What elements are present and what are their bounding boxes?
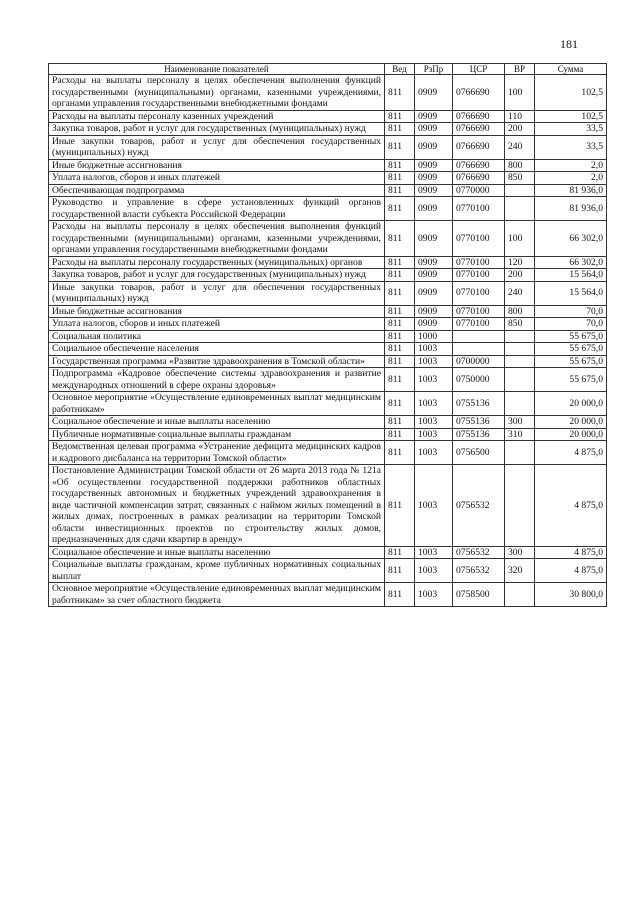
row-csr: 0755136 bbox=[453, 392, 505, 416]
row-rzpr: 1003 bbox=[415, 441, 453, 465]
row-name: Руководство и управление в сфере установленных функций органов государственной власти субъекта Российской Федерации bbox=[49, 197, 385, 221]
table-row bbox=[49, 75, 607, 111]
table-row bbox=[49, 269, 607, 282]
row-ved: 811 bbox=[385, 159, 415, 172]
row-csr: 0770100 bbox=[453, 318, 505, 331]
row-name: Подпрограмма «Кадровое обеспечение системы здравоохранения и развитие международных отношений в сфере охраны здоровья» bbox=[49, 368, 385, 392]
row-ved: 811 bbox=[385, 110, 415, 123]
row-csr: 0756532 bbox=[453, 546, 505, 559]
header-rzpr: РзПр bbox=[415, 64, 453, 75]
table-row bbox=[49, 583, 607, 607]
row-csr: 0770100 bbox=[453, 305, 505, 318]
row-name: Уплата налогов, сборов и иных платежей bbox=[49, 318, 385, 331]
row-name: Социальная политика bbox=[49, 330, 385, 343]
row-name: Расходы на выплаты персоналу государственных (муниципальных) органов bbox=[49, 256, 385, 269]
row-sum: 33,5 bbox=[535, 123, 607, 136]
row-name: Социальные выплаты гражданам, кроме публичных нормативных социальных выплат bbox=[49, 559, 385, 583]
row-sum: 55 675,0 bbox=[535, 355, 607, 368]
row-ved: 811 bbox=[385, 416, 415, 429]
row-vr bbox=[505, 368, 535, 392]
row-sum: 20 000,0 bbox=[535, 392, 607, 416]
row-ved: 811 bbox=[385, 343, 415, 356]
row-csr: 0750000 bbox=[453, 368, 505, 392]
row-csr: 0766690 bbox=[453, 110, 505, 123]
row-vr: 100 bbox=[505, 75, 535, 111]
row-csr: 0756532 bbox=[453, 465, 505, 547]
row-csr: 0770100 bbox=[453, 197, 505, 221]
row-vr: 100 bbox=[505, 221, 535, 257]
row-rzpr: 0909 bbox=[415, 197, 453, 221]
row-ved: 811 bbox=[385, 221, 415, 257]
table-row bbox=[49, 343, 607, 356]
row-sum: 15 564,0 bbox=[535, 269, 607, 282]
row-vr bbox=[505, 184, 535, 197]
row-rzpr: 0909 bbox=[415, 110, 453, 123]
row-name: Постановление Администрации Томской области от 26 марта 2013 года № 121а «Об осуществлении государственной поддержки работников областных государственных автономных и бюджетных учреждений здравоохранения в виде частичной компенсации затрат, связанных с наймом жилых помещений в жилых домах, построенных в рамках реализации на территории Томской области инвестиционных проектов по строительству жилых домов, предназначенных для сдачи квартир в аренду» bbox=[49, 465, 385, 547]
row-vr: 200 bbox=[505, 269, 535, 282]
row-ved: 811 bbox=[385, 172, 415, 185]
table-row bbox=[49, 392, 607, 416]
row-sum: 4 875,0 bbox=[535, 559, 607, 583]
row-sum: 20 000,0 bbox=[535, 428, 607, 441]
row-sum: 4 875,0 bbox=[535, 465, 607, 547]
row-name: Социальное обеспечение и иные выплаты населению bbox=[49, 546, 385, 559]
header-sum: Сумма bbox=[535, 64, 607, 75]
table-row bbox=[49, 368, 607, 392]
row-name: Социальное обеспечение населения bbox=[49, 343, 385, 356]
row-ved: 811 bbox=[385, 281, 415, 305]
row-name: Социальное обеспечение и иные выплаты населению bbox=[49, 416, 385, 429]
table-row bbox=[49, 135, 607, 159]
row-rzpr: 1003 bbox=[415, 559, 453, 583]
row-csr: 0755136 bbox=[453, 416, 505, 429]
table-row bbox=[49, 123, 607, 136]
row-ved: 811 bbox=[385, 269, 415, 282]
row-name: Публичные нормативные социальные выплаты гражданам bbox=[49, 428, 385, 441]
row-vr: 310 bbox=[505, 428, 535, 441]
header-name: Наименование показателей bbox=[49, 64, 385, 75]
row-vr: 850 bbox=[505, 172, 535, 185]
header-ved: Вед bbox=[385, 64, 415, 75]
row-sum: 30 800,0 bbox=[535, 583, 607, 607]
row-sum: 4 875,0 bbox=[535, 441, 607, 465]
row-rzpr: 0909 bbox=[415, 172, 453, 185]
row-name: Расходы на выплаты персоналу в целях обеспечения выполнения функций государственными (муниципальными) органами, казенными учреждениями, органами управления государственными внебюджетными фондами bbox=[49, 75, 385, 111]
row-ved: 811 bbox=[385, 197, 415, 221]
row-rzpr: 0909 bbox=[415, 269, 453, 282]
row-vr bbox=[505, 343, 535, 356]
row-rzpr: 1003 bbox=[415, 546, 453, 559]
row-vr: 300 bbox=[505, 546, 535, 559]
row-csr: 0766690 bbox=[453, 135, 505, 159]
row-rzpr: 0909 bbox=[415, 318, 453, 331]
row-name: Расходы на выплаты персоналу в целях обеспечения выполнения функций государственными (муниципальными) органами, казенными учреждениями, органами управления государственными внебюджетными фондами bbox=[49, 221, 385, 257]
row-vr: 200 bbox=[505, 123, 535, 136]
row-sum: 102,5 bbox=[535, 110, 607, 123]
row-name: Государственная программа «Развитие здравоохранения в Томской области» bbox=[49, 355, 385, 368]
row-csr bbox=[453, 343, 505, 356]
row-rzpr: 1003 bbox=[415, 355, 453, 368]
header-vr: ВР bbox=[505, 64, 535, 75]
row-vr bbox=[505, 330, 535, 343]
row-sum: 20 000,0 bbox=[535, 416, 607, 429]
row-rzpr: 0909 bbox=[415, 123, 453, 136]
row-name: Закупка товаров, работ и услуг для государственных (муниципальных) нужд bbox=[49, 269, 385, 282]
row-csr: 0756500 bbox=[453, 441, 505, 465]
row-rzpr: 0909 bbox=[415, 221, 453, 257]
row-ved: 811 bbox=[385, 465, 415, 547]
row-rzpr: 1003 bbox=[415, 428, 453, 441]
row-sum: 15 564,0 bbox=[535, 281, 607, 305]
row-vr bbox=[505, 197, 535, 221]
row-csr: 0755136 bbox=[453, 428, 505, 441]
row-name: Иные бюджетные ассигнования bbox=[49, 159, 385, 172]
row-ved: 811 bbox=[385, 330, 415, 343]
row-vr bbox=[505, 465, 535, 547]
table-row bbox=[49, 305, 607, 318]
row-name: Иные бюджетные ассигнования bbox=[49, 305, 385, 318]
table-row bbox=[49, 441, 607, 465]
row-name: Закупка товаров, работ и услуг для государственных (муниципальных) нужд bbox=[49, 123, 385, 136]
row-ved: 811 bbox=[385, 559, 415, 583]
row-vr: 800 bbox=[505, 159, 535, 172]
table-row bbox=[49, 330, 607, 343]
table-row bbox=[49, 546, 607, 559]
header-csr: ЦСР bbox=[453, 64, 505, 75]
table-row bbox=[49, 159, 607, 172]
row-vr bbox=[505, 583, 535, 607]
row-vr: 320 bbox=[505, 559, 535, 583]
row-sum: 33,5 bbox=[535, 135, 607, 159]
row-vr: 110 bbox=[505, 110, 535, 123]
table-row bbox=[49, 428, 607, 441]
row-ved: 811 bbox=[385, 392, 415, 416]
row-vr: 120 bbox=[505, 256, 535, 269]
table-header-row bbox=[49, 64, 607, 75]
row-csr: 0770000 bbox=[453, 184, 505, 197]
row-ved: 811 bbox=[385, 123, 415, 136]
row-name: Иные закупки товаров, работ и услуг для обеспечения государственных (муниципальных) нужд bbox=[49, 135, 385, 159]
row-csr: 0766690 bbox=[453, 172, 505, 185]
row-vr: 850 bbox=[505, 318, 535, 331]
row-csr: 0770100 bbox=[453, 269, 505, 282]
row-csr: 0700000 bbox=[453, 355, 505, 368]
row-csr: 0766690 bbox=[453, 123, 505, 136]
row-name: Обеспечивающая подпрограмма bbox=[49, 184, 385, 197]
row-sum: 55 675,0 bbox=[535, 343, 607, 356]
row-csr: 0756532 bbox=[453, 559, 505, 583]
row-rzpr: 0909 bbox=[415, 75, 453, 111]
row-sum: 55 675,0 bbox=[535, 368, 607, 392]
row-rzpr: 1003 bbox=[415, 583, 453, 607]
row-sum: 2,0 bbox=[535, 159, 607, 172]
row-csr: 0758500 bbox=[453, 583, 505, 607]
row-sum: 81 936,0 bbox=[535, 197, 607, 221]
row-ved: 811 bbox=[385, 256, 415, 269]
table-row bbox=[49, 559, 607, 583]
table-row bbox=[49, 416, 607, 429]
row-name: Основное мероприятие «Осуществление единовременных выплат медицинским работникам» bbox=[49, 392, 385, 416]
table-row bbox=[49, 465, 607, 547]
row-csr: 0770100 bbox=[453, 281, 505, 305]
row-vr: 300 bbox=[505, 416, 535, 429]
row-sum: 66 302,0 bbox=[535, 256, 607, 269]
row-ved: 811 bbox=[385, 75, 415, 111]
row-name: Ведомственная целевая программа «Устранение дефицита медицинских кадров и кадрового дисбаланса на территории Томской области» bbox=[49, 441, 385, 465]
row-sum: 81 936,0 bbox=[535, 184, 607, 197]
row-name: Расходы на выплаты персоналу казенных учреждений bbox=[49, 110, 385, 123]
table-row bbox=[49, 281, 607, 305]
row-sum: 2,0 bbox=[535, 172, 607, 185]
row-rzpr: 1003 bbox=[415, 465, 453, 547]
row-vr bbox=[505, 441, 535, 465]
row-ved: 811 bbox=[385, 184, 415, 197]
table-row bbox=[49, 355, 607, 368]
row-vr: 240 bbox=[505, 281, 535, 305]
row-rzpr: 0909 bbox=[415, 256, 453, 269]
row-rzpr: 1003 bbox=[415, 416, 453, 429]
table-row bbox=[49, 318, 607, 331]
row-ved: 811 bbox=[385, 441, 415, 465]
row-rzpr: 1003 bbox=[415, 343, 453, 356]
row-sum: 70,0 bbox=[535, 318, 607, 331]
row-ved: 811 bbox=[385, 583, 415, 607]
row-rzpr: 0909 bbox=[415, 184, 453, 197]
row-ved: 811 bbox=[385, 355, 415, 368]
row-csr bbox=[453, 330, 505, 343]
table-row bbox=[49, 172, 607, 185]
row-sum: 70,0 bbox=[535, 305, 607, 318]
table-row bbox=[49, 256, 607, 269]
row-rzpr: 1000 bbox=[415, 330, 453, 343]
row-csr: 0770100 bbox=[453, 221, 505, 257]
row-rzpr: 1003 bbox=[415, 392, 453, 416]
row-rzpr: 1003 bbox=[415, 368, 453, 392]
row-ved: 811 bbox=[385, 305, 415, 318]
row-ved: 811 bbox=[385, 135, 415, 159]
row-vr bbox=[505, 355, 535, 368]
table-row bbox=[49, 184, 607, 197]
row-vr bbox=[505, 392, 535, 416]
row-csr: 0766690 bbox=[453, 75, 505, 111]
row-sum: 4 875,0 bbox=[535, 546, 607, 559]
table-row bbox=[49, 197, 607, 221]
row-rzpr: 0909 bbox=[415, 305, 453, 318]
row-ved: 811 bbox=[385, 428, 415, 441]
row-ved: 811 bbox=[385, 318, 415, 331]
row-name: Основное мероприятие «Осуществление единовременных выплат медицинским работникам» за счет областного бюджета bbox=[49, 583, 385, 607]
row-vr: 800 bbox=[505, 305, 535, 318]
row-name: Уплата налогов, сборов и иных платежей bbox=[49, 172, 385, 185]
row-vr: 240 bbox=[505, 135, 535, 159]
row-csr: 0770100 bbox=[453, 256, 505, 269]
row-sum: 55 675,0 bbox=[535, 330, 607, 343]
budget-table bbox=[48, 63, 607, 607]
row-rzpr: 0909 bbox=[415, 281, 453, 305]
table-row bbox=[49, 221, 607, 257]
table-row bbox=[49, 110, 607, 123]
row-rzpr: 0909 bbox=[415, 159, 453, 172]
row-ved: 811 bbox=[385, 368, 415, 392]
page-number: 181 bbox=[560, 37, 578, 51]
row-name: Иные закупки товаров, работ и услуг для обеспечения государственных (муниципальных) нужд bbox=[49, 281, 385, 305]
row-sum: 66 302,0 bbox=[535, 221, 607, 257]
row-ved: 811 bbox=[385, 546, 415, 559]
row-sum: 102,5 bbox=[535, 75, 607, 111]
row-rzpr: 0909 bbox=[415, 135, 453, 159]
row-csr: 0766690 bbox=[453, 159, 505, 172]
